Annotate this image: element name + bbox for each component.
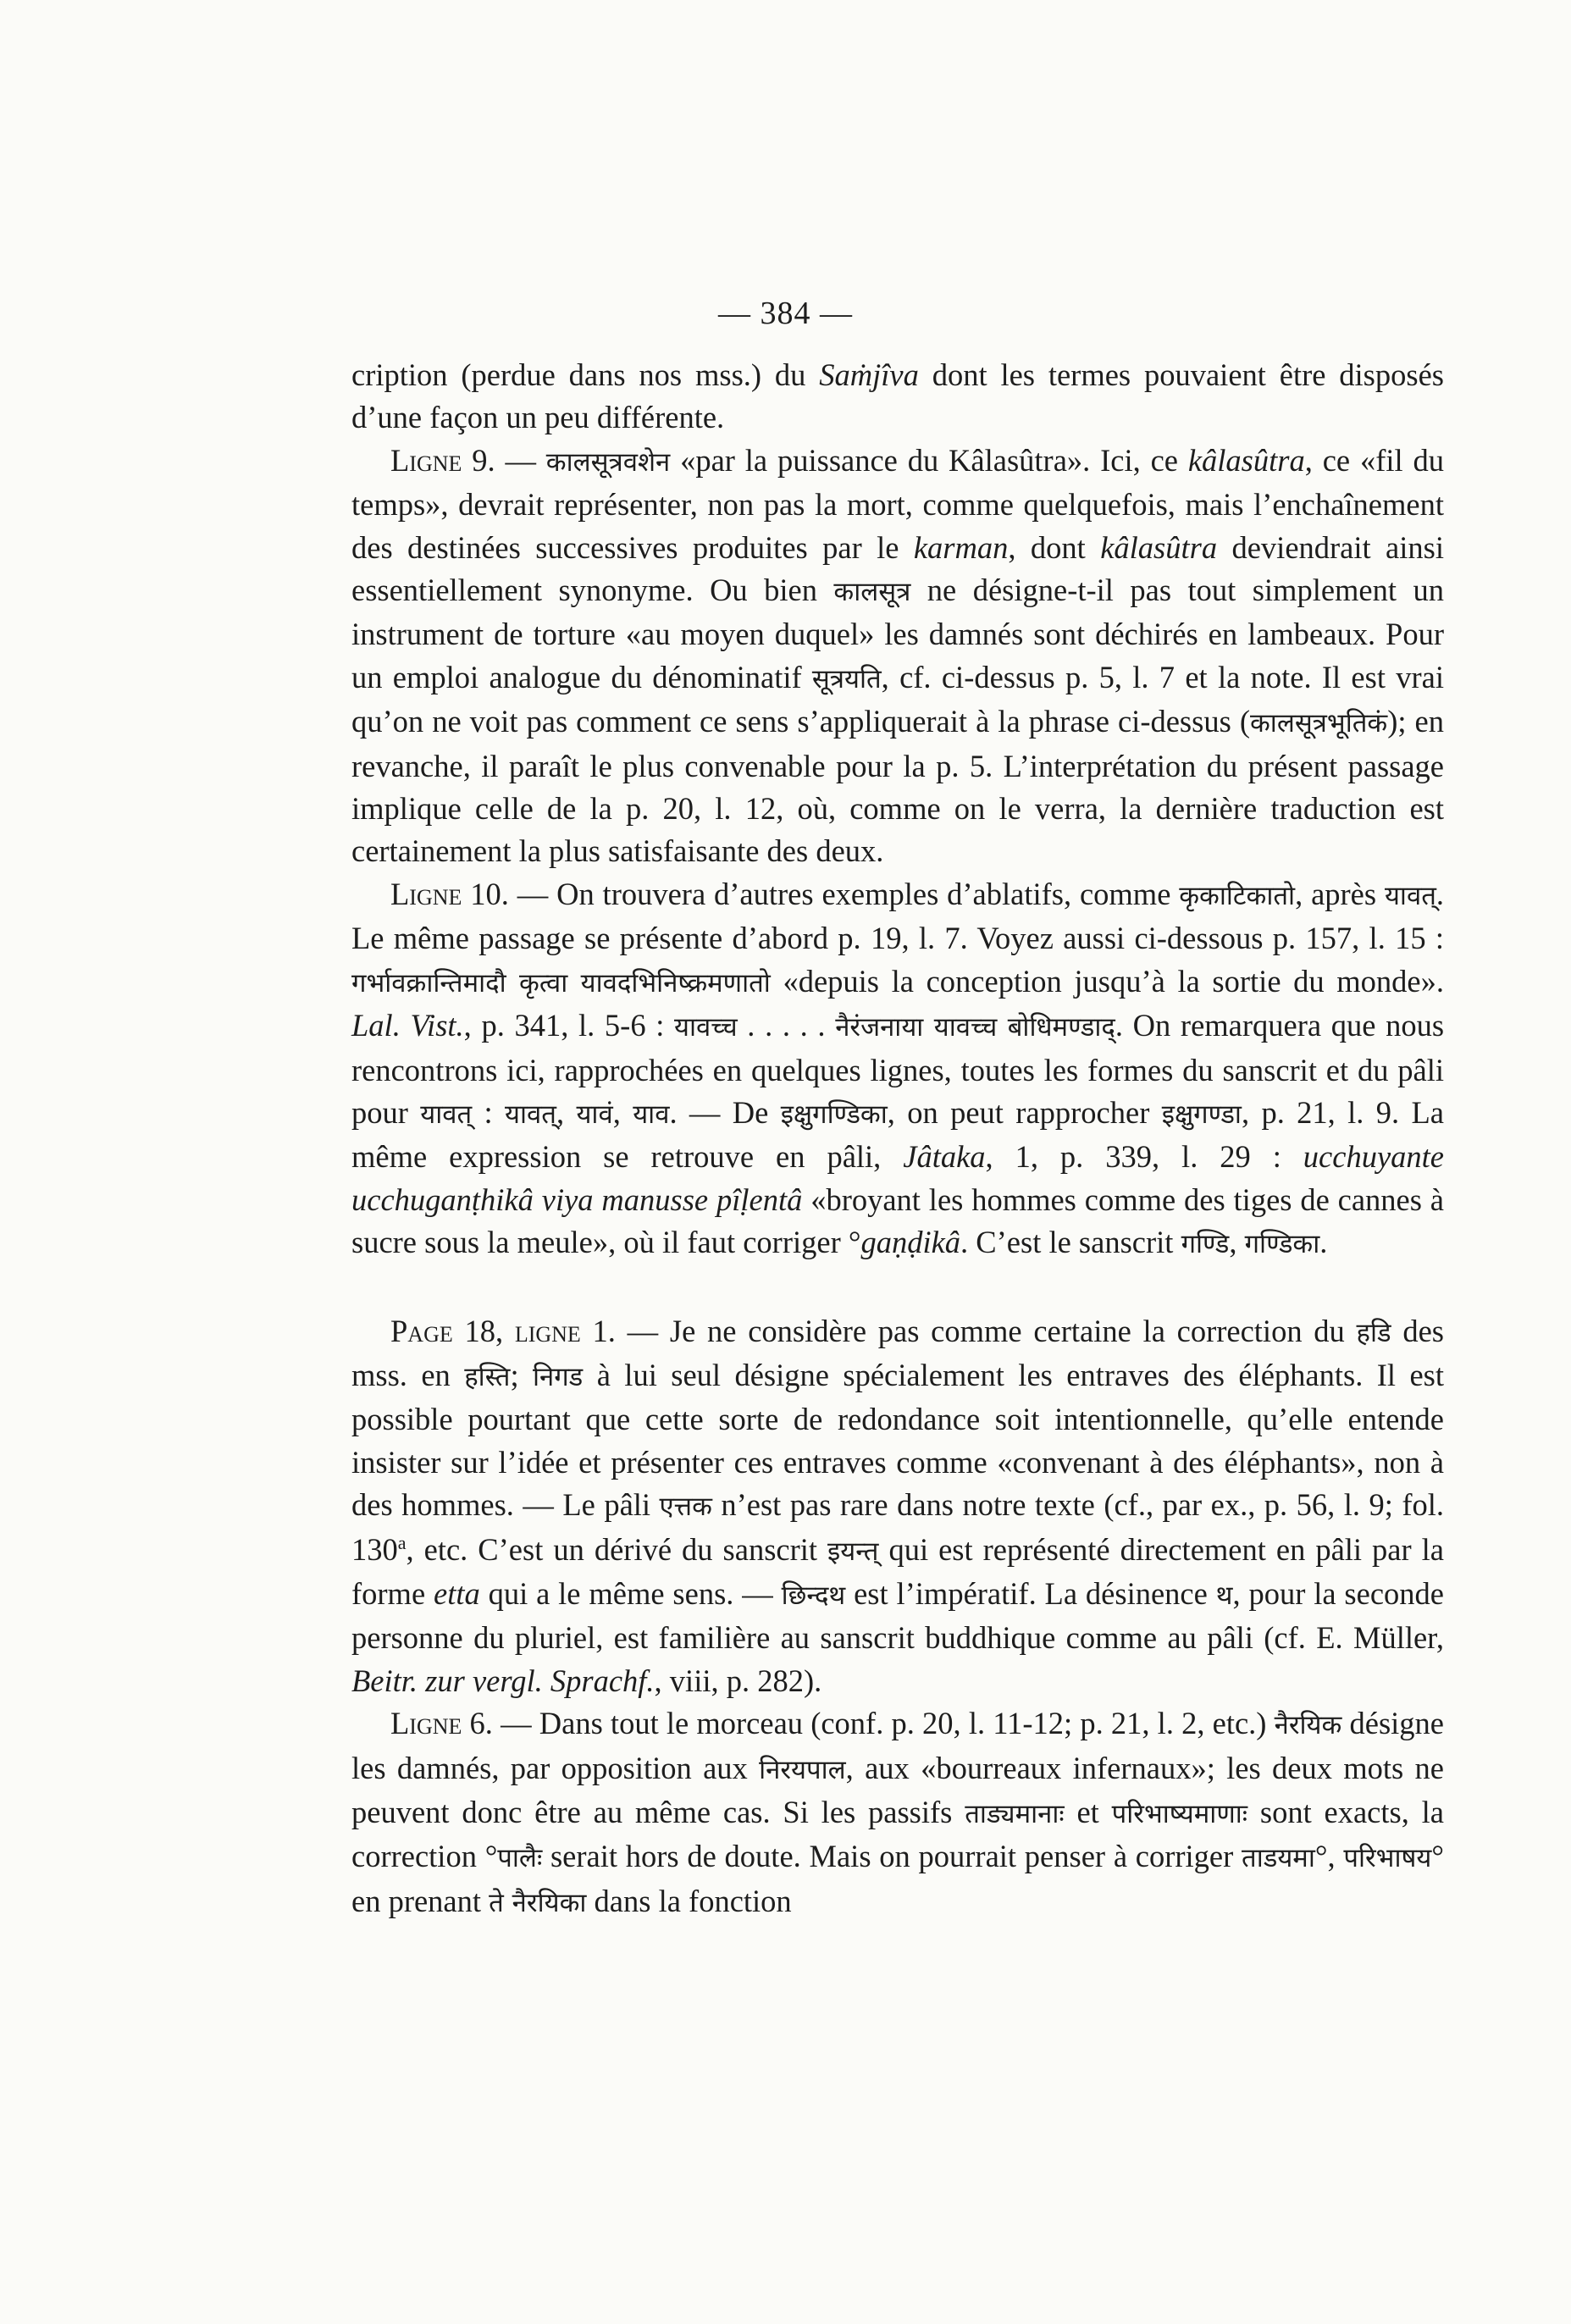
text-run: . . . . . [737, 1008, 836, 1043]
italic-term: Jâtaka [903, 1139, 986, 1175]
sanskrit-term: निरयपाल [759, 1754, 846, 1785]
sanskrit-term: नैरंजनाया यावच्च बोधिमण्डाद् [835, 1012, 1115, 1043]
text-run: , ce «fil du temps», devrait représenter, non pas la mort, comme quelquefois, mais l’enchaînement des destinées successives produites par le [351, 442, 1444, 565]
text-run: °, [1314, 1839, 1344, 1874]
sanskrit-term: गण्डिका [1244, 1229, 1320, 1260]
sanskrit-term: निगड [533, 1361, 584, 1392]
italic-term: kâlasûtra [1100, 529, 1218, 565]
sanskrit-term: यावत् [505, 1098, 556, 1130]
text-run: des mss. en [351, 1313, 1444, 1392]
section-label: Ligne [390, 442, 462, 478]
italic-term: Saṁjîva [819, 357, 919, 392]
sanskrit-term: यावच्च [674, 1012, 738, 1043]
italic-term: Lal. Vist. [351, 1008, 464, 1043]
text-run: . — De [669, 1094, 781, 1130]
body-text [351, 354, 1444, 1924]
sanskrit-term: हस्ति [464, 1361, 511, 1392]
sanskrit-term: इक्षुगण्डा [1161, 1098, 1242, 1130]
sanskrit-term: कालसूत्रवशेन [545, 446, 671, 478]
text-run: sont exacts, la correction ° [351, 1795, 1444, 1874]
sanskrit-term: गर्भावक्रान्तिमादौ कृत्वा यावदभिनिष्क्रमणातो [351, 967, 771, 999]
text-run: . [1319, 1225, 1328, 1260]
section-label: Ligne [390, 876, 462, 911]
text-run: dans la fonction [586, 1883, 792, 1918]
text-run: serait hors de doute. Mais on pourrait penser à corriger [542, 1839, 1242, 1874]
page-number: — 384 — [718, 296, 853, 331]
text-run: , on peut rapprocher [887, 1094, 1162, 1130]
text-run: ; [510, 1357, 533, 1392]
text-run: est l’impératif. La désinence [845, 1575, 1216, 1611]
text-run: , [612, 1094, 633, 1130]
paragraph [351, 1310, 1444, 1703]
sanskrit-term: कालसूत्रभूतिकं [1249, 708, 1388, 739]
text-run: ° en prenant [351, 1839, 1445, 1918]
text-run: cription (perdue dans nos mss.) du [351, 357, 820, 392]
text-run: , pour la seconde personne du pluriel, est familière au sanscrit buddhique comme au pâli (cf. E. Müller, [351, 1575, 1444, 1656]
sanskrit-term: थ [1215, 1580, 1233, 1611]
text-run: . Le même passage se présente d’abord p. 19, l. 7. Voyez aussi ci-dessous p. 157, l. 15 : [351, 876, 1444, 956]
sanskrit-term: याव [633, 1098, 670, 1130]
text-run: . C’est le sanscrit [960, 1225, 1181, 1260]
section-label: Page [390, 1313, 453, 1348]
sanskrit-term: इक्षुगण्डिका [780, 1098, 888, 1130]
sanskrit-term: ते नैरयिका [489, 1887, 587, 1918]
sanskrit-term: यावत् [1384, 880, 1436, 911]
text-run: qui a le même sens. — [479, 1575, 782, 1611]
text-run: 9. — [462, 442, 546, 478]
text-run: dont les termes pouvaient être disposés d’une façon un peu différente. [351, 357, 1444, 435]
text-run: , p. 21, l. 9. La même expression se retrouve en pâli, [351, 1094, 1445, 1175]
text-run: , aux «bourreaux infernaux»; les deux mots ne peuvent donc être au même cas. Si les passifs [351, 1750, 1444, 1829]
text-run: qui est représenté directement en pâli par la forme [351, 1531, 1445, 1611]
text-run: , cf. ci-dessus p. 5, l. 7 et la note. Il est vrai qu’on ne voit pas comment ce sens s’appliquerait à la phrase ci-dessus ( [351, 659, 1445, 739]
text-run: , etc. C’est un dérivé du sanscrit [406, 1531, 828, 1567]
text-run: , [556, 1094, 577, 1130]
section-label: ligne [514, 1313, 581, 1348]
text-run: n’est pas rare dans notre texte (cf., par ex., p. 56, l. 9; fol. 130 [351, 1487, 1444, 1567]
text-run: désigne les damnés, par opposition aux [351, 1706, 1445, 1785]
section-label: Ligne [390, 1706, 462, 1741]
paragraph [351, 354, 1444, 440]
paragraph [351, 440, 1444, 873]
sanskrit-term: इयन्त् [827, 1536, 879, 1567]
text-run: ne désigne-t-il pas tout simplement un instrument de torture «au moyen duquel» les damnés sont déchirés en lambeaux. Pour un emploi analogue du dénominatif [351, 573, 1444, 694]
text-run: deviendrait ainsi essentiellement synonyme. Ou bien [351, 529, 1444, 608]
text-run: «broyant les hommes comme des tiges de cannes à sucre sous la meule», où il faut corriger ° [351, 1181, 1444, 1260]
sanskrit-term: परिभाष्यमाणाः [1111, 1799, 1248, 1829]
italic-term: ucchuyante ucchuganṭhikâ viya manusse pîḷentâ [351, 1139, 1444, 1217]
text-run: «depuis la conception jusqu’à la sortie du monde». [770, 963, 1444, 999]
text-run: 6. — Dans tout le morceau (conf. p. 20, l. 11-12; p. 21, l. 2, etc.) [462, 1706, 1275, 1741]
text-run: à lui seul désigne spécialement les entraves des éléphants. Il est possible pourtant que cette sorte de redondance soit intentionnelle, qu’elle entende insister sur l’idée et présenter ces entraves comme «convenant à des éléphants», non à des hommes. — Le pâli [351, 1357, 1444, 1523]
text-run: et [1064, 1795, 1112, 1829]
italic-term: karman [913, 529, 1009, 565]
text-run: , [1229, 1225, 1245, 1260]
text-run: 18, [452, 1313, 515, 1348]
sanskrit-term: पालैः [497, 1843, 543, 1874]
text-run: «par la puissance du Kâlasûtra». Ici, ce [670, 442, 1188, 478]
sanskrit-term: एत्तक [659, 1491, 712, 1523]
text-run: , dont [1008, 529, 1101, 565]
sanskrit-term: कृकाटिकातो [1179, 880, 1296, 911]
italic-term: gaṇḍikâ [860, 1225, 961, 1260]
sanskrit-term: यावत् [420, 1098, 473, 1130]
paragraph [351, 873, 1444, 1266]
sanskrit-term: नैरयिक [1274, 1710, 1342, 1741]
text-run: . On remarquera que nous rencontrons ici, rapprochées en quelques lignes, toutes les formes du sanscrit et du pâli pour [351, 1008, 1445, 1130]
text-run: ); en revanche, il paraît le plus convenable pour la p. 5. L’interprétation du présent passage implique celle de la p. 20, l. 12, où, comme on le verra, la dernière traduction est certainement la plus satisfaisante des deux. [351, 704, 1444, 869]
superscript: a [397, 1531, 407, 1553]
paragraph [351, 1702, 1444, 1924]
sanskrit-term: सूत्रयति [811, 663, 882, 694]
italic-term: etta [434, 1575, 480, 1611]
sanskrit-term: यावं [576, 1098, 613, 1130]
text-run: , p. 341, l. 5-6 : [463, 1008, 675, 1043]
sanskrit-term: ताड्यमानाः [965, 1799, 1065, 1829]
text-run: 10. — On trouvera d’autres exemples d’ablatifs, comme [462, 876, 1180, 911]
text-run: , viii, p. 282). [654, 1663, 822, 1698]
sanskrit-term: गण्डि [1181, 1229, 1230, 1260]
text-run: : [472, 1094, 506, 1130]
italic-term: Beitr. zur vergl. Sprachf. [351, 1663, 655, 1698]
sanskrit-term: छिन्दथ [781, 1580, 846, 1611]
sanskrit-term: ताडयमा [1242, 1843, 1315, 1874]
text-run: , après [1295, 876, 1385, 911]
italic-term: kâlasûtra [1187, 442, 1305, 478]
sanskrit-term: कालसूत्र [833, 577, 911, 608]
sanskrit-term: हडि [1356, 1317, 1391, 1348]
sanskrit-term: परिभाषय [1343, 1843, 1432, 1874]
text-run: 1. — Je ne considère pas comme certaine la correction du [580, 1313, 1357, 1348]
text-run: , 1, p. 339, l. 29 : [985, 1139, 1303, 1175]
